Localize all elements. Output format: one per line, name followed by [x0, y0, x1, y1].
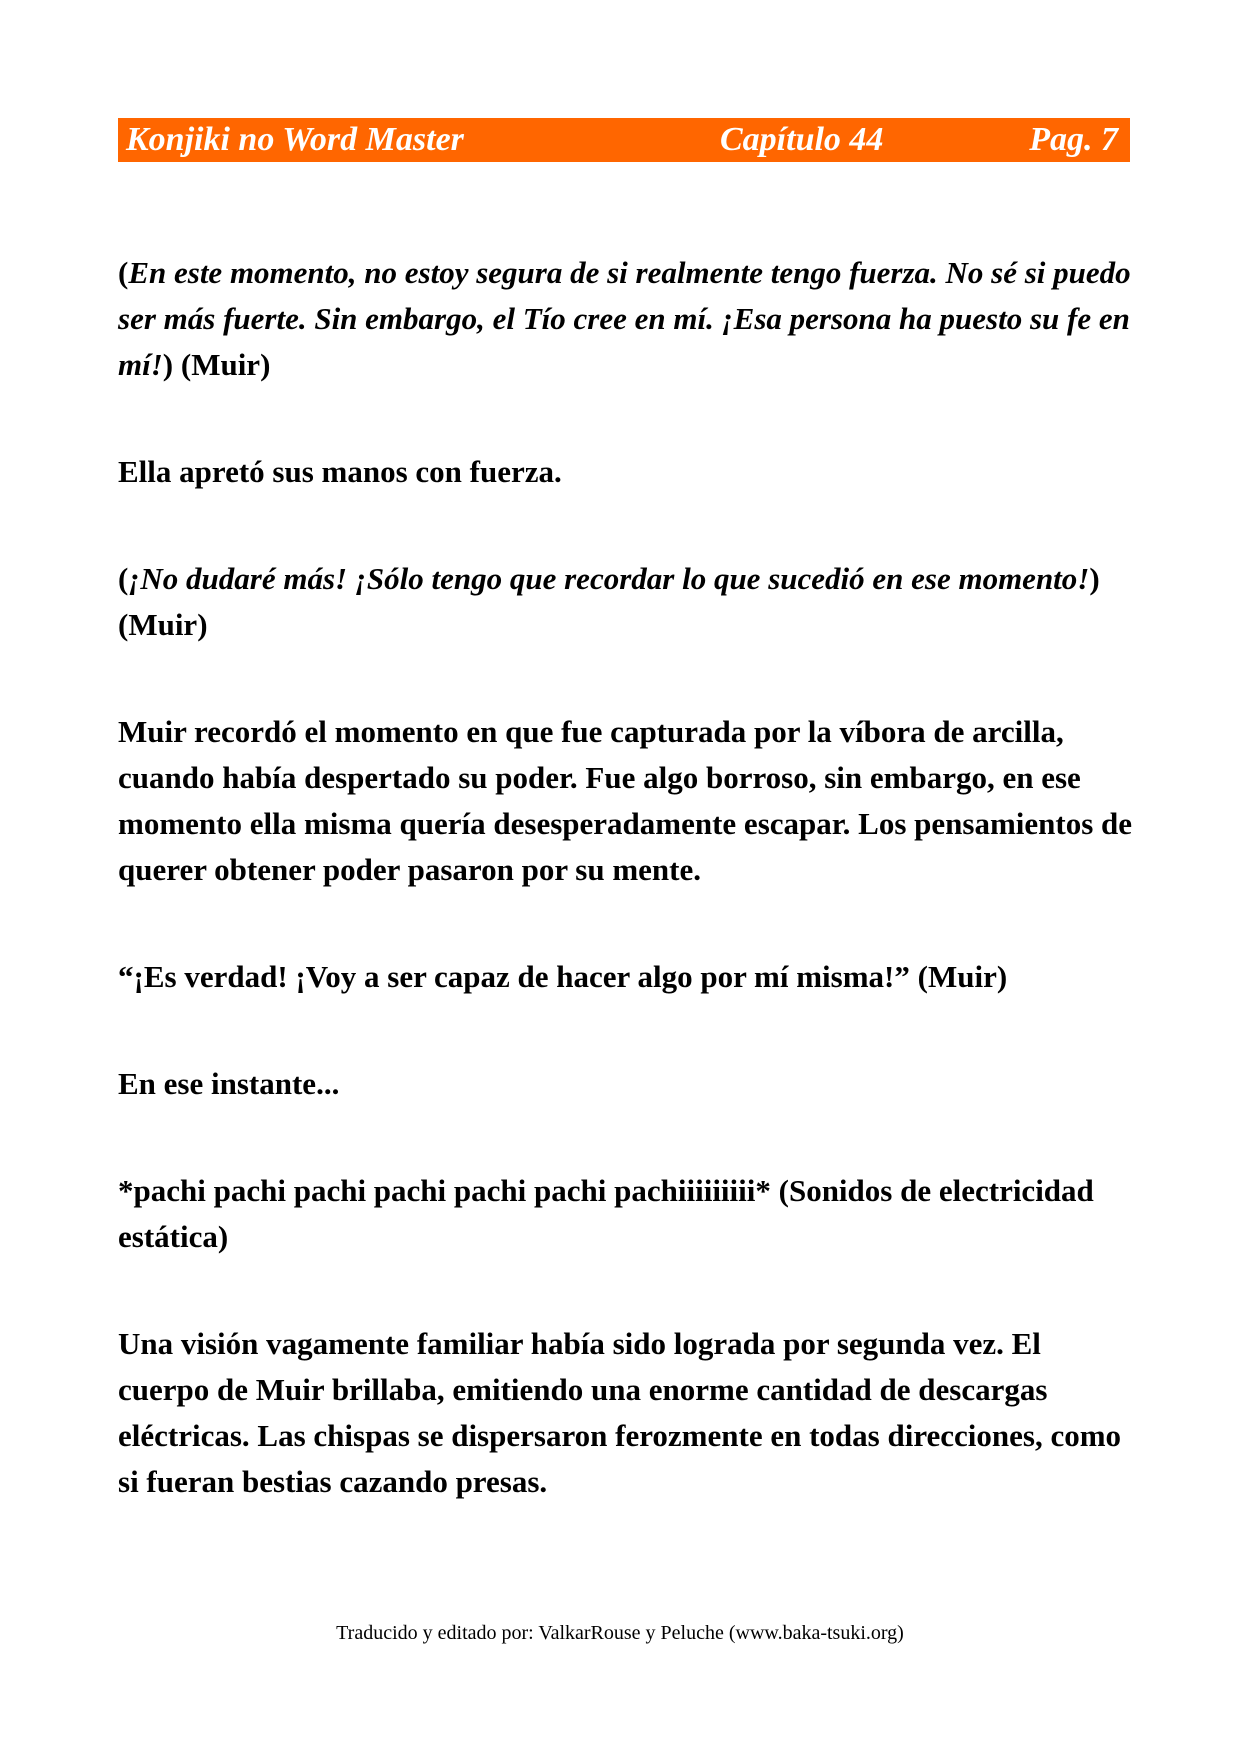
translator-credits: Traducido y editado por: ValkarRouse y Peluche (www.baka-tsuki.org) — [336, 1622, 904, 1644]
page-header — [118, 118, 1130, 162]
paragraph-narration-3: En ese instante... — [118, 1066, 340, 1101]
paragraph-sound-effect: *pachi pachi pachi pachi pachi pachi pachiiiiiiiii* (Sonidos de electricidad estática) — [118, 1173, 1094, 1254]
speaker-tag: ) (Muir) — [118, 561, 1100, 642]
paragraph-narration-2: Muir recordó el momento en que fue capturada por la víbora de arcilla, cuando había despertado su poder. Fue algo borroso, sin embargo, en ese momento ella misma quería desesperadamente escapar. Los pensamientos de querer obtener poder pasaron por su mente. — [118, 714, 1133, 887]
book-title: Konjiki no Word Master — [126, 121, 464, 158]
paren-open: ( — [118, 255, 129, 290]
page-number: Pag. 7 — [1029, 121, 1118, 158]
paragraph-narration-4: Una visión vagamente familiar había sido lograda por segunda vez. El cuerpo de Muir brillaba, emitiendo una enorme cantidad de descargas eléctricas. Las chispas se dispersaron ferozmente en todas direcciones, como si fueran bestias cazando presas. — [118, 1326, 1122, 1499]
page-footer — [0, 1620, 1240, 1646]
speaker-tag: ) (Muir) — [162, 347, 271, 382]
paragraph-narration-1: Ella apretó sus manos con fuerza. — [118, 454, 562, 489]
chapter-label: Capítulo 44 — [720, 121, 884, 158]
paragraph-thought-2 — [118, 556, 1138, 648]
paren-open: ( — [118, 561, 129, 596]
paragraph-thought-1 — [118, 250, 1138, 388]
paragraph-dialogue: “¡Es verdad! ¡Voy a ser capaz de hacer algo por mí misma!” (Muir) — [118, 959, 1008, 994]
italic-thought: En este momento, no estoy segura de si realmente tengo fuerza. No sé si puedo ser más fuerte. Sin embargo, el Tío cree en mí. ¡Esa persona ha puesto su fe en mí! — [118, 255, 1131, 382]
page-body — [118, 250, 1138, 1505]
italic-thought: ¡No dudaré más! ¡Sólo tengo que recordar lo que sucedió en ese momento! — [128, 561, 1090, 596]
